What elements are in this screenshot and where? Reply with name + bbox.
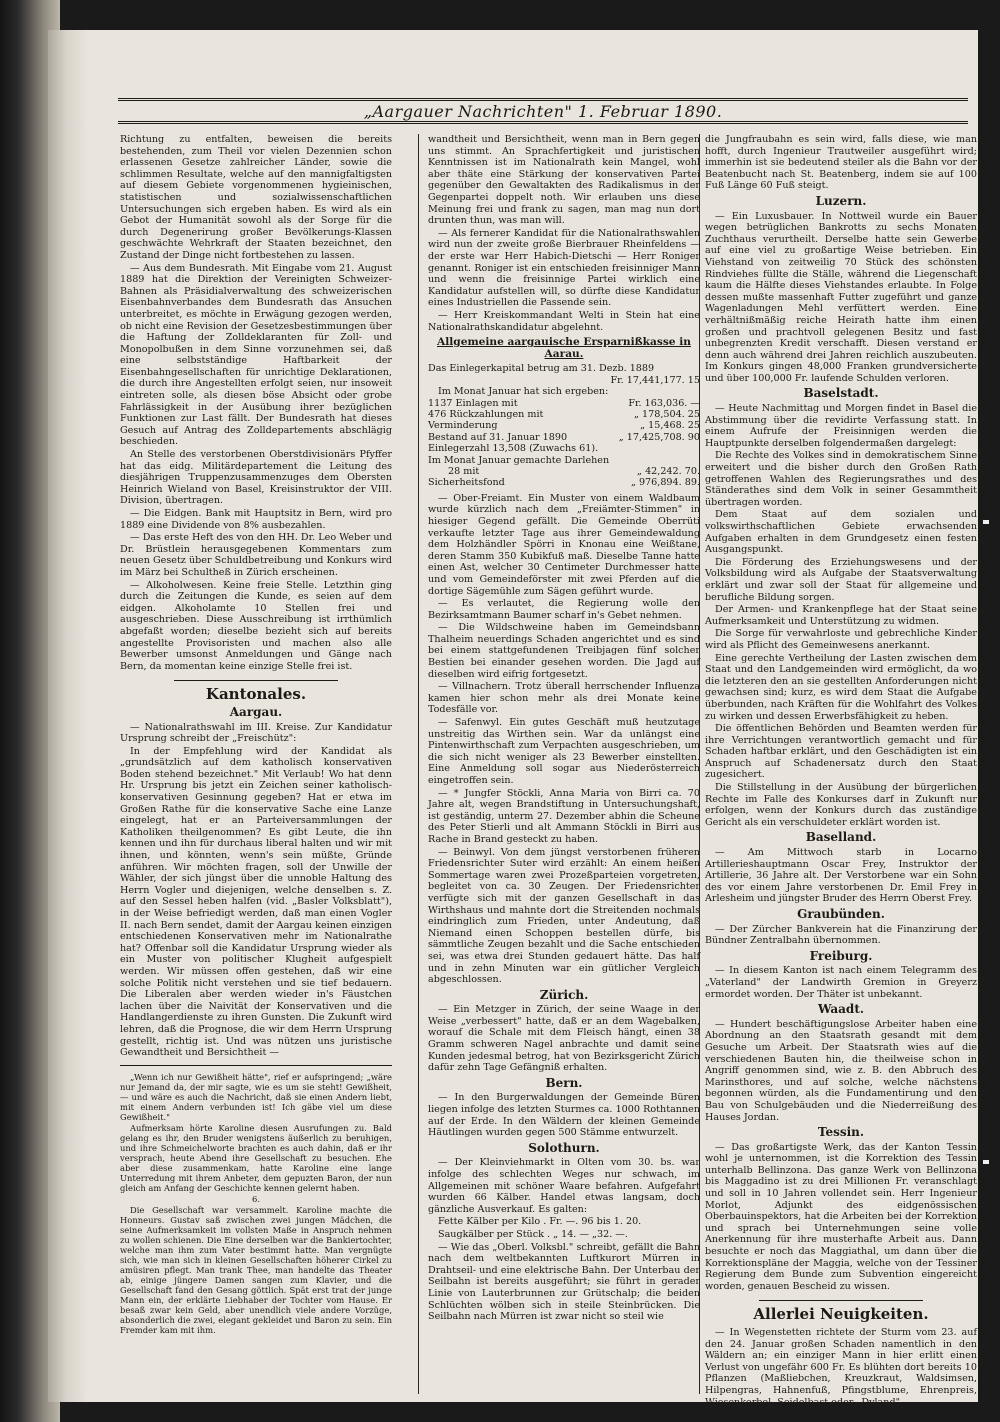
paragraph: — In Wegenstetten richtete der Sturm vom 23. auf den 24. Januar großen Schaden namentlich in den Wäldern an; ein einziger Mann in hier erlitt einen Verlust von ungefähr 600 Fr. Es blühten dort bereits 10 Pflanzen (Maßliebchen, Kreuzkraut, Waldsimsen, Hilpengras, Hahnenfuß, Pfingstblume, Ehrenpreis, Wiesenkerbel, Seidelbast oder „Dyland", xyxy=(705,1327,977,1408)
paragraph: Die öffentlichen Behörden und Beamten werden für ihre Verrichtungen verantwortlich gemacht und für Schaden haftbar erklärt, und den Geschädigten ist ein Anspruch auf Schadenersatz durch den Staat zugesichert. xyxy=(705,723,977,781)
canton-heading: Solothurn. xyxy=(528,1140,600,1155)
savings-bank-report xyxy=(428,363,700,488)
column-rule xyxy=(418,134,419,1394)
report-row: Im Monat Januar gemachte Darlehen xyxy=(428,454,610,466)
paragraph: — Ein Luxusbauer. In Nottweil wurde ein Bauer wegen betrüglichen Bankrotts zu sechs Monaten Zuchthaus verurtheilt. Derselbe hatte sein Gewerbe auf eine viel zu großartige Weise betrieben. Ein Viehstand von zeitweilig 70 Stück des schönsten Rindviehes füllte die Ställe, während die Liegenschaft kaum die Hälfte dieses Viehstandes erlaubte. In Folge dessen mußte massenhaft Futter zugeführt und ganze Wagenladungen Mehl verfüttert werden. Eine verhältnißmäßig reiche Heirath hatte ihm einen großen und prachtvoll gelegenen Besitz und fast unbegrenzten Kredit verschafft. Diesen verstand er denn auch während drei Jahren reichlich auszubeuten. Im Konkurs gingen 48,000 Franken grundversicherte und über 100,000 Fr. laufende Schulden verloren. xyxy=(705,210,977,384)
page-header xyxy=(118,98,968,124)
price-line: Saugkälber per Stück . „ 14. — „32. —. xyxy=(438,1228,628,1240)
paragraph: — In den Burgerwaldungen der Gemeinde Büren liegen infolge des letzten Sturmes ca. 1000 Rothtannen auf der Erde. In den Wäldern der kleinen Gemeinde Häutlingen wurden gegen 500 Stämme entwurzelt. xyxy=(428,1092,700,1139)
paragraph: „Wenn ich nur Gewißheit hätte", rief er aufspringend; „wäre nur Jemand da, der mir sagte, wie es um sie steht! Gewißheit, — und wäre es auch die Nachricht, daß sie einen Andern liebt, mit einem Andern verbunden ist! Ich gäbe viel um diese Gewißheit." xyxy=(120,1071,392,1122)
paragraph: — Als fernerer Kandidat für die Nationalrathswahlen wird nun der zweite große Bierbrauer Rheinfeldens — der erste war Herr Habich-Dietschi — Herr Roniger genannt. Roniger ist ein entschieden freisinniger Mann und wenn die freisinnige Partei wirklich eine Kandidatur aufstellen will, so dürfte diese Kandidatur eines Industriellen die Passende sein. xyxy=(428,227,700,309)
paragraph: — * Jungfer Stöckli, Anna Maria von Birri ca. 70 Jahre alt, wegen Brandstiftung in Untersuchungshaft, ist geständig, unterm 27. Dezember abhin die Scheune des Peter Stierli und alt Ammann Stöckli in Birri aus Rache in Brand gesteckt zu haben. xyxy=(428,787,700,845)
paragraph: — Alkoholwesen. Keine freie Stelle. Letzthin ging durch die Zeitungen die Kunde, es seien auf dem eidgen. Alkoholamte 10 Stellen frei und ausgeschrieben. Diese Ausschreibung ist irrthümlich abgefaßt worden; dieselbe bezieht sich auf bereits angestellte Provisoristen und machen also alle Bewerber umsonst Anmeldungen und Gänge nach Bern, da momentan keine einzige Stelle frei ist. xyxy=(120,579,392,672)
paragraph: — In diesem Kanton ist nach einem Telegramm des „Vaterland" der Landwirth Gremion in Greyerz ermordet worden. Der Thäter ist unbekannt. xyxy=(705,965,977,1000)
paragraph: — Heute Nachmittag und Morgen findet in Basel die Abstimmung über die revidirte Verfassung statt. In einem Aufrufe der Freisinnigen werden die Hauptpunkte derselben folgendermaßen dargelegt: xyxy=(705,403,977,449)
report-row: Einlegerzahl 13,508 (Zuwachs 61). xyxy=(428,443,599,455)
price-line: Fette Kälber per Kilo . Fr. —. 96 bis 1. 20. xyxy=(438,1216,642,1228)
scan-mark xyxy=(983,520,989,524)
paragraph: — Am Mittwoch starb in Locarno Artillerieshauptmann Oscar Frey, Instruktor der Artillerie, 36 Jahre alt. Der Verstorbene war ein Sohn des vor einem Jahre verstorbenen Dr. Emil Frey in Arlesheim und jüngster Bruder des Herrn Oberst Frey. xyxy=(705,847,977,905)
canton-heading: Graubünden. xyxy=(797,907,885,921)
paragraph: Die Förderung des Erziehungswesens und der Volksbildung wird als Aufgabe der Staatsverwaltung erklärt und zwar soll der Staat für allgemeine und berufliche Bildung sorgen. xyxy=(705,556,977,603)
paragraph: — Es verlautet, die Regierung wolle den Bezirksamtmann Baumer scharf in's Gebet nehmen. xyxy=(428,598,700,621)
chapter-number: 6. xyxy=(252,1193,260,1204)
feuilleton xyxy=(120,1072,392,1335)
header-title: „Aargauer Nachrichten" 1. Februar 1890. xyxy=(363,102,723,121)
canton-heading: Bern. xyxy=(545,1075,583,1090)
canton-heading: Waadt. xyxy=(817,1002,865,1017)
paragraph: — Der Kleinviehmarkt in Olten vom 30. bs. war infolge des schlechten Weges nur schwach, im Allgemeinen mit schöner Waare befahren. Aufgefahrt wurden 66 Kälber. Handel etwas langsam, doch gänzliche Ausverkauf. Es galten: xyxy=(428,1157,700,1215)
report-row: Verminderung „ 15,468. 25 xyxy=(428,420,700,432)
report-row: 28 mit „ 42,242. 70. xyxy=(448,465,700,477)
report-row: Das Einlegerkapital betrug am 31. Dezb. 1889 xyxy=(428,363,655,375)
paragraph: — Aus dem Bundesrath. Mit Eingabe vom 21. August 1889 hat die Direktion der Vereinigten Schweizer-Bahnen als Präsidialverwaltung des schweizerischen Eisenbahnverbandes dem Bundesrath das Ansuchen unterbreitet, es möchte in Erwägung gezogen werden, ob nicht eine Revision der Gesetzesbestimmungen über die Haftung der Zolldeklaranten für Zoll- und Monopolbußen in dem Sinne vorzunehmen sei, daß eine selbstständige Haftbarkeit der Eisenbahngesellschaften für unrichtige Deklarationen, die durch ihre Angestellten erfolgt seien, nur insoweit eintreten solle, als diesen böse Absicht oder grobe Fahrlässigkeit in der Ausübung ihrer bezüglichen Funktionen zur Last fällt. Der Bundesrath hat dieses Gesuch auf Antrag des Zolldepartements abschlägig beschieden. xyxy=(120,262,392,448)
paragraph: — Die Eidgen. Bank mit Hauptsitz in Bern, wird pro 1889 eine Dividende von 8% ausbezahlen. xyxy=(120,508,392,531)
paragraph: — Nationalrathswahl im III. Kreise. Zur Kandidatur Ursprung schreibt der „Freischütz": xyxy=(120,721,392,745)
paragraph: An Stelle des verstorbenen Oberstdivisionärs Pfyffer hat das eidg. Militärdepartement die Leitung des diesjährigen Truppenzusammenzuges dem Obersten Heinrich Wieland von Basel, Kreisinstruktor der VIII. Division, übertragen. xyxy=(120,449,392,507)
paragraph: Dem Staat auf dem sozialen und volkswirthschaftlichen Gebiete erwachsenden Aufgaben erhalten in dem Grundgesetz einen festen Ausgangspunkt. xyxy=(705,509,977,556)
paragraph: Die Stillstellung in der Ausübung der bürgerlichen Rechte im Falle des Konkurses darf in Zukunft nur erfolgen, wenn der Konkurs durch das zuständige Gericht als ein verschuldeter erklärt worden ist. xyxy=(705,782,977,828)
report-row: Fr. 17,441,177. 15 xyxy=(610,374,700,386)
canton-heading: Zürich. xyxy=(539,987,589,1002)
canton-heading: Aargau. xyxy=(229,704,283,719)
canton-heading: Baselstadt. xyxy=(803,386,879,401)
paragraph: Eine gerechte Vertheilung der Lasten zwischen dem Staat und den Landgemeinden wird ermöglicht, da wo die letzteren den an sie gestellten Anforderungen nicht gewachsen sind; kurz, es wird dem Staat die Aufgabe überbunden, nach Kräften für die Wohlfahrt des Volkes zu wirken und dessen Erwerbsfähigkeit zu heben. xyxy=(705,652,977,722)
section-heading: Allerlei Neuigkeiten. xyxy=(753,1305,929,1324)
column-2 xyxy=(428,134,700,1394)
paragraph: Aufmerksam hörte Karoline diesen Ausrufungen zu. Bald gelang es ihr, den Bruder wenigstens äußerlich zu beruhigen, und ihre Schmeichelworte brachten es auch dahin, daß er ihr versprach, heute Abend ihre Gesellschaft zu besuchen. Ehe aber diese zusammenkam, hatte Karoline eine lange Unterredung mit ihrem Anbeter, dem gepuzten Baron, der nun gleich am Anfang der Geschichte kennen gelernt haben. xyxy=(120,1122,392,1193)
canton-heading: Luzern. xyxy=(815,193,867,208)
report-row: Im Monat Januar hat sich ergeben: xyxy=(438,386,609,398)
paragraph: die Jungfraubahn es sein wird, falls diese, wie man hofft, durch Ingenieur Trautweiler ausgeführt wird; immerhin ist sie bedeutend steiler als die Bahn vor der Beatenbucht nach St. Beatenberg, indem sie auf 100 Fuß Länge 60 Fuß steigt. xyxy=(705,134,977,192)
canton-heading: Baselland. xyxy=(805,830,877,845)
canton-heading: Tessin. xyxy=(817,1125,865,1140)
paragraph: — Villnachern. Trotz überall herrschender Influenza kamen hier schon mehr als drei Monate keine Todesfälle vor. xyxy=(428,681,700,716)
paragraph: Die Sorge für verwahrloste und gebrechliche Kinder wird als Pflicht des Gemeinwesens anerkannt. xyxy=(705,628,977,651)
column-3 xyxy=(705,134,977,1408)
paragraph: wandtheit und Bersichtheit, wenn man in Bern gegen uns stimmt. An Sprachfertigkeit und juristischen Kenntnissen ist im Nationalrath kein Mangel, wohl aber thäte eine Stärkung der konservativen Partei gegenüber den Gewaltakten des Radikalismus in der Gegenpartei doppelt noth. Wir erlauben uns diese Meinung frei und frank zu sagen, man mag nun dort drunten thun, was man will. xyxy=(428,134,700,227)
paragraph: — Wie das „Oberl. Volksbl." schreibt, gefällt die Bahn nach dem weltbekannten Luftkurort Mürren in Drahtseil- und eine elektrische Bahn. Der Unterbau der Seilbahn ist bereits ausgeführt; sie führt in gerader Linie von Lauterbrunnen zur Grütschalp; die beiden Schlüchten wölben sich in steile Steinbrücken. Die Seilbahn nach Mürren ist zwar nicht so steil wie xyxy=(428,1241,700,1323)
paragraph: — Das erste Heft des von den HH. Dr. Leo Weber und Dr. Brüstlein herausgegebenen Kommentars zum neuen Gesetz über Schuldbetreibung und Konkurs wird im März bei Schultheß in Zürich erscheinen. xyxy=(120,532,392,578)
section-heading: Kantonales. xyxy=(205,685,307,704)
divider xyxy=(174,680,337,681)
paragraph: — Der Zürcher Bankverein hat die Finanzirung der Bündner Zentralbahn übernommen. xyxy=(705,923,977,947)
paragraph: Der Armen- und Krankenpflege hat der Staat seine Aufmerksamkeit und Unterstützung zu widmen. xyxy=(705,604,977,627)
report-row: Sicherheitsfond „ 976,894. 89. xyxy=(428,477,700,489)
paragraph: — Beinwyl. Von dem jüngst verstorbenen früheren Friedensrichter Suter wird erzählt: An einem heißen Sommertage waren zwei Prozeßparteien vorgetreten, begleitet von ca. 30 Zeugen. Der Friedensrichter verfügte sich mit der ganzen Gesellschaft in das Wirthshaus und mahnte dort die Streitenden nochmals eindringlich zum Frieden, unter Andeutung, daß Niemand einen Schoppen bestellen dürfe, bis sämmtliche Zeugen bezahlt und die Sache entschieden sei, was etwa drei Stunden gedauert hätte. Das half und in zehn Minuten war ein gütlicher Vergleich abgeschlossen. xyxy=(428,846,700,986)
paragraph: — Hundert beschäftigungslose Arbeiter haben eine Abordnung an den Staatsrath gesandt mit dem Gesuche um Arbeit. Der Staatsrath wies auf die verschiedenen Bauten hin, die theilweise schon in Angriff genommen sind, wie z. B. den Abbruch des Marinsthores, und auf solche, welche nächstens begonnen würden, als die Fundamentirung und den Bau von Schulgebäuden und die Niederreißung des Hauses Jordan. xyxy=(705,1018,977,1123)
divider xyxy=(120,1065,392,1066)
paragraph: — Herr Kreiskommandant Welti in Stein hat eine Nationalrathskandidatur abgelehnt. xyxy=(428,309,700,333)
paragraph: — Ein Metzger in Zürich, der seine Waage in der Weise „verbessert" hatte, daß er an dem Wagebalken, worauf die Schale mit dem Fleisch hängt, einen 38 Gramm schweren Nagel anbrachte und damit seine Kunden jedesmal betrog, hat von Bezirksgericht Zürich dafür zehn Tage Gefängniß erhalten. xyxy=(428,1004,700,1074)
scan-mark xyxy=(983,1160,989,1164)
paragraph: Die Rechte des Volkes sind in demokratischem Sinne erweitert und die bisher durch den Großen Rath getroffenen Wahlen des Regierungsrathes und des Ständerathes sind dem Volk in seiner Gesammtheit übertragen worden. xyxy=(705,450,977,508)
paragraph: — Die Wildschweine haben im Gemeindsbann Thalheim neuerdings Schaden angerichtet und es sind bei einem stattgefundenen Treibjagen fünf solcher Bestien bei einander gesehen worden. Die Jagd auf dieselben wird eifrig fortgesetzt. xyxy=(428,622,700,680)
paragraph: — Ober-Freiamt. Ein Muster von einem Waldbaum wurde kürzlich nach dem „Freiämter-Stimmen" in hiesiger Gegend gefällt. Die Gemeinde Oberrüti verkaufte letzter Tage aus ihrer Gemeindewaldung dem Holzhändler Spörri in Knonau eine Weißtane, deren Stamm 350 Kubikfuß maß. Dieselbe Tanne hatte einen Ast, welcher 30 Centimeter Durchmesser hatte und vom Gemeindeförster mit zwei Pferden auf die dortige Sägemühle zum Sägen geführt wurde. xyxy=(428,492,700,597)
report-row: 476 Rückzahlungen mit „ 178,504. 25 xyxy=(428,408,700,420)
paragraph: — Safenwyl. Ein gutes Geschäft muß heutzutage unstreitig das Wirthen sein. War da unlängst eine Pintenwirthschaft zum Verpachten ausgeschrieben, um die sich nicht weniger als 23 Bewerber einstellten. Eine Anmeldung soll sogar aus Niederösterreich eingetroffen sein. xyxy=(428,717,700,786)
report-row: Bestand auf 31. Januar 1890 „ 17,425,708. 90 xyxy=(428,431,700,443)
paragraph: Richtung zu entfalten, beweisen die bereits bestehenden, zum Theil vor vielen Dezennien schon erlassenen Gesetze zahlreicher Länder, sowie die schlimmen Resultate, welche auf den mannigfaltigsten auf diesem Gebiete vorgenommenen hygieinischen, statistischen und sozialwissenschaftlichen Untersuchungen sich ergeben haben. Es wird als ein Gebot der Humanität sowohl als der Sorge für die durch Degenerirung großer Bevölkerungs-Klassen geschwächte Wehrkraft der Staaten bezeichnet, den Zustand der Dinge nicht fortbestehen zu lassen. xyxy=(120,134,392,261)
paragraph: Die Gesellschaft war versammelt. Karoline machte die Honneurs. Gustav saß zwischen zwei jungen Mädchen, die seine Aufmerksamkeit im vollsten Maße in Anspruch nehmen zu wollen schienen. Die Eine derselben war die Bankiertochter, welche man ihm zum Vater bestimmt hatte. Man vergnügte sich, wie man sich in kleinen Gesellschaften höherer Cirkel zu amüsiren pflegt. Man trank Thee, man handelte das Theater ab, einige jüngere Damen sangen zum Klavier, und die Gesellschaft fand den Gesang göttlich. Spät erst trat der junge Mann ein, der erklärte Liebhaber der Tochter vom Hause. Er besaß zwar kein Geld, aber unendlich viele andere Vorzüge, absonderlich die zwei, elegant gekleidet und Baron zu sein. Ein Fremder kam mit ihm. xyxy=(120,1204,392,1335)
savings-bank-heading: Allgemeine aargauische Ersparnißkasse in Aarau. xyxy=(437,336,691,360)
report-row: 1137 Einlagen mit Fr. 163,036. — xyxy=(428,397,700,409)
paragraph: In der Empfehlung wird der Kandidat als „grundsätzlich auf dem katholisch konservativen Boden stehend bezeichnet." Mit Verlaub! Wo hat denn Hr. Ursprung bis jetzt ein Zeichen seiner katholisch-konservativen Gesinnung gegeben? Hat er etwa im Großen Rathe für die konservative Sache eine Lanze eingelegt, hat er an Parteiversammlungen der Katholiken theilgenommen? Es gibt Leute, die ihn kennen und ihn für durchaus liberal halten und wir mit ihnen, und könnten, wenn's sein müßte, Gründe anführen. Wir möchten fragen, soll der Unwille der Wähler, der sich jüngst über die unnoble Haltung des Herrn Vogler und diejenigen, welche denselben s. Z. auf den Sessel heben halfen (vid. „Basler Volksblatt"), in der Weise befriedigt werden, daß man einen Vogler II. nach Bern sendet, damit der Aargau keinen einzigen entschiedenen Konservativen mehr im Nationalrathe hat? Offenbar soll die Kandidatur Ursprung wieder als ein Muster von politischer Klugheit aufgespielt werden. Wir müssen offen gestehen, daß wir eine solche Politik nicht verstehen und sie tief bedauern. Die Liberalen aber werden wieder in's Fäustchen lachen über die Naivität der Konservativen und die Handlangerdienste zu ihren Gunsten. Die Zukunft wird lehren, daß die Prognose, die wir dem Herrn Ursprung gestellt, richtig ist. Und was nützen uns juristische Gewandtheit und Bersichtheit — xyxy=(120,745,392,1059)
canton-heading: Freiburg. xyxy=(809,948,873,963)
paragraph: — Das großartigste Werk, das der Kanton Tessin wohl je unternommen, ist die Korrektion des Tessin unterhalb Bellinzona. Das ganze Werk von Bellinzona bis Maggadino ist zu drei Millionen Fr. veranschlagt und soll in 10 Jahren vollendet sein. Herr Ingenieur Morlot, Adjunkt des eidgenössischen Oberbauinspektors, hat die Arbeiten bei der Korrektion und sprach bei Unternehmungen seine volle Anerkennung für ihre musterhafte Arbeit aus. Dann besuchte er noch das Maggiathal, um dann über die Korrektionspläne der Maggia, welche von der Tessiner Regierung dem Bunde zum Subvention eingereicht worden, genauen Bescheid zu wissen. xyxy=(705,1141,977,1292)
divider xyxy=(759,1300,922,1301)
column-1 xyxy=(120,134,392,1394)
